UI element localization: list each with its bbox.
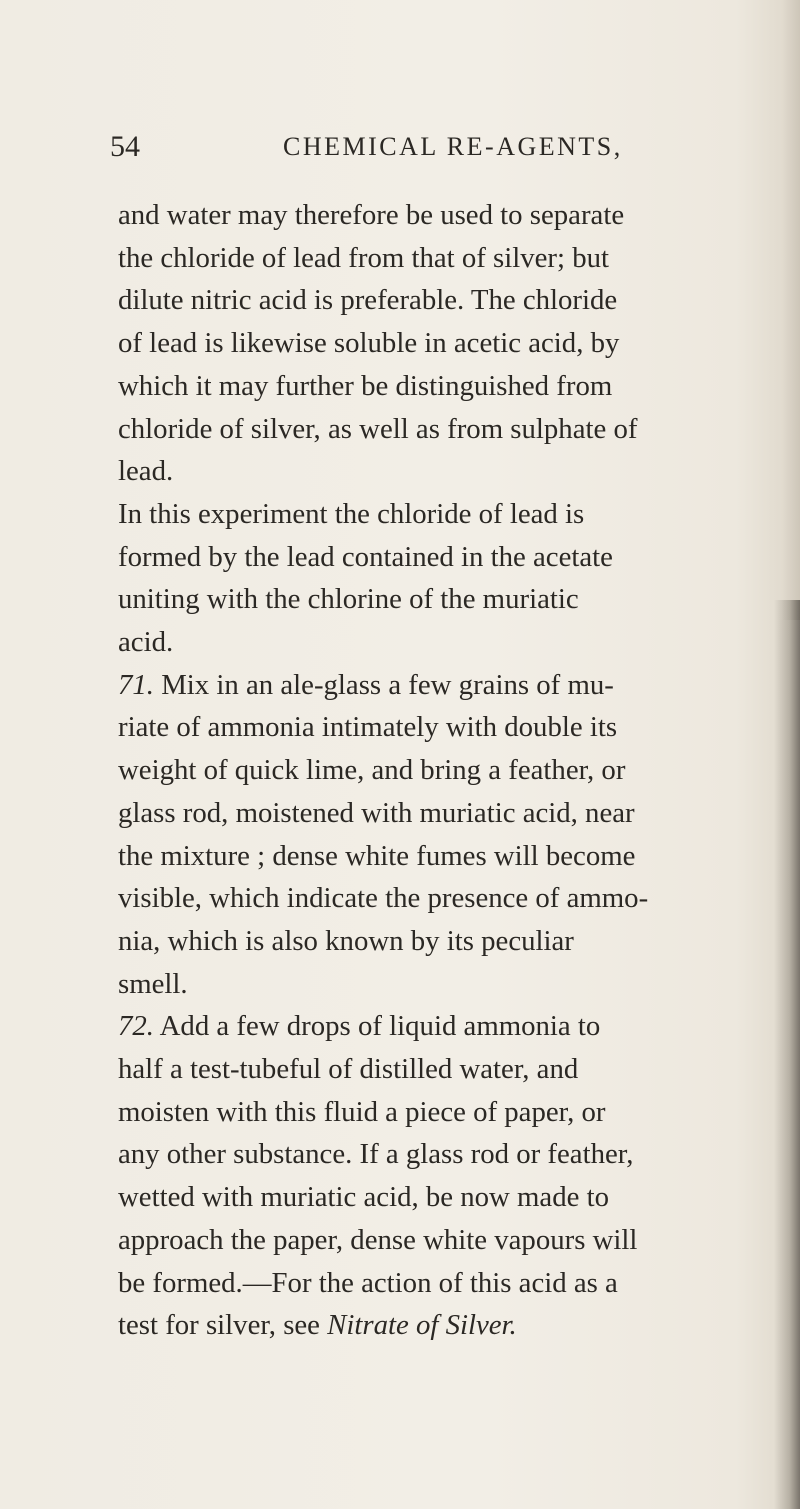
text-line: half a test-tubeful of distilled water, and [118,1053,579,1086]
text-line: and water may therefore be used to separate [118,199,625,231]
text-line: of lead is likewise soluble in acetic acid, by [118,327,620,360]
text-line: formed by the lead contained in the acetate [118,540,613,573]
text-line: Add a few drops of liquid ammonia to [159,1010,601,1043]
text-line: acid. [118,626,174,659]
text-line: nia, which is also known by its peculiar [118,924,574,957]
text-line: dilute nitric acid is preferable. The chloride [118,284,618,317]
text-line: riate of ammonia intimately with double its [118,711,618,744]
text-line: In this experiment the chloride of lead is [118,497,585,530]
running-head: CHEMICAL RE-AGENTS, [283,132,623,161]
text-line: the chloride of lead from that of silver; but [118,241,609,274]
paragraph-71-first-line [118,664,758,707]
page-edge-shadow-top [782,0,800,620]
text-line: glass rod, moistened with muriatic acid, near [118,796,635,829]
body-text [118,194,758,1347]
text-line: approach the paper, dense white vapours will [118,1223,638,1256]
text-line: wetted with muriatic acid, be now made to [118,1181,609,1214]
text-line: visible, which indicate the presence of ammo- [118,882,649,915]
text-line: weight of quick lime, and bring a feather, or [118,754,626,787]
text-line: smell. [118,967,188,1000]
text-line: moisten with this fluid a piece of paper, or [118,1095,606,1128]
text-line: chloride of silver, as well as from sulphate of [118,412,638,445]
page-number: 54 [110,130,140,163]
text-line: which it may further be distinguished from [118,369,613,402]
text-line: test for silver, see [118,1309,320,1342]
text-line: Mix in an ale-glass a few grains of mu- [161,668,614,701]
paragraph-number-72: 72. [118,1010,154,1043]
text-line: any other substance. If a glass rod or feather, [118,1138,634,1171]
paragraph-number-71: 71. [118,668,154,701]
paragraph-72-first-line [118,1005,758,1048]
text-line: the mixture ; dense white fumes will become [118,839,636,872]
last-line [118,1304,758,1347]
italic-reference: Nitrate of Silver. [327,1309,517,1342]
text-line: lead. [118,455,174,488]
page-edge-shadow [774,600,800,1509]
text-line: be formed.—For the action of this acid as a [118,1266,618,1299]
text-line: uniting with the chlorine of the muriatic [118,583,579,616]
